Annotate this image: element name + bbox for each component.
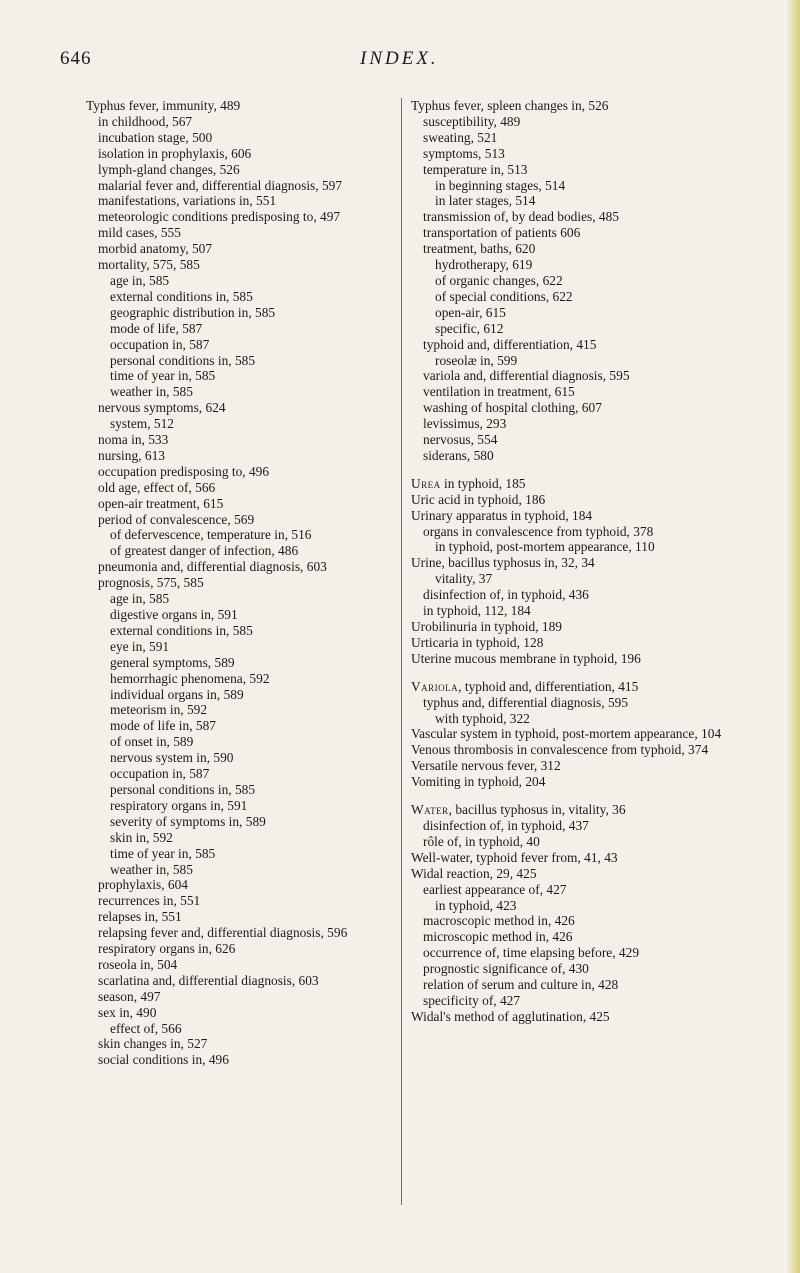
index-entry: disinfection of, in typhoid, 436 [423,587,589,603]
index-entry: Widal reaction, 29, 425 [411,865,537,881]
index-entry: specific, 612 [435,320,504,336]
index-entry: in typhoid, 112, 184 [423,603,531,619]
section-gap [411,464,739,476]
index-entry: specificity of, 427 [423,992,521,1008]
index-entry: season, 497 [98,988,161,1004]
page-number: 646 [60,48,92,69]
index-entry: of onset in, 589 [110,734,194,750]
index-entry: respiratory organs in, 591 [110,797,248,813]
index-entry: scarlatina and, differential diagnosis, 603 [98,972,319,988]
index-entry: open-air treatment, 615 [98,495,224,511]
index-entry: siderans, 580 [423,447,494,463]
index-entry: open-air, 615 [435,304,506,320]
index-entry: personal conditions in, 585 [110,781,256,797]
index-entry: of greatest danger of infection, 486 [110,543,299,559]
index-entry: occurrence of, time elapsing before, 429 [423,945,640,961]
index-entry: noma in, 533 [98,432,169,448]
index-column-right [411,98,739,1025]
index-entry: Uterine mucous membrane in typhoid, 196 [411,650,641,666]
index-entry: in beginning stages, 514 [435,177,566,193]
index-entry: geographic distribution in, 585 [110,304,276,320]
index-entry-text: , bacillus typhosus in, vitality, 36 [448,802,626,818]
index-entry: occupation in, 587 [110,336,210,352]
index-entry: variola and, differential diagnosis, 595 [423,368,630,384]
index-entry: time of year in, 585 [110,368,216,384]
index-entry: incubation stage, 500 [98,129,213,145]
index-entry [411,802,739,818]
index-entry: mortality, 575, 585 [98,257,200,273]
index-entry: general symptoms, 589 [110,654,235,670]
index-entry: personal conditions in, 585 [110,352,256,368]
index-entry: mode of life, 587 [110,320,203,336]
index-entry: earliest appearance of, 427 [423,881,567,897]
index-entry: treatment, baths, 620 [423,241,536,257]
index-entry: sex in, 490 [98,1004,157,1020]
index-entry: recurrences in, 551 [98,893,201,909]
index-entry: meteorologic conditions predisposing to, 497 [98,209,341,225]
section-head-word: Water [411,802,449,818]
index-entry-text: in typhoid, 185 [440,475,526,491]
index-entry: respiratory organs in, 626 [98,941,236,957]
index-entry: Well-water, typhoid fever from, 41, 43 [411,849,618,865]
index-entry: organs in convalescence from typhoid, 378 [423,523,654,539]
index-entry: typhoid and, differentiation, 415 [423,336,597,352]
index-entry: Urobilinuria in typhoid, 189 [411,619,563,634]
index-entry: rôle of, in typhoid, 40 [423,833,540,849]
index-entry: levissimus, 293 [423,416,507,432]
index-entry: Vascular system in typhoid, post-mortem appearance, 104 [411,726,722,742]
index-entry: roseolæ in, 599 [435,352,518,368]
index-entry: of organic changes, 622 [435,272,563,288]
index-entry: sweating, 521 [423,129,498,145]
index-entry: in typhoid, 423 [435,897,517,913]
index-entry: nervosus, 554 [423,432,498,448]
index-entry: relapsing fever and, differential diagnosis, 596 [98,925,348,941]
index-entry: external conditions in, 585 [110,288,253,304]
index-entry: Venous thrombosis in convalescence from typhoid, 374 [411,742,709,758]
index-entry: skin in, 592 [110,829,173,845]
index-entry: roseola in, 504 [98,956,178,972]
index-entry: age in, 585 [110,591,170,607]
index-entry: severity of symptoms in, 589 [110,813,266,829]
index-entry: symptoms, 513 [423,145,505,161]
index-entry: of defervescence, temperature in, 516 [110,527,312,543]
index-entry: meteorism in, 592 [110,702,208,718]
index-entry: individual organs in, 589 [110,686,244,702]
index-entry: Vomiting in typhoid, 204 [411,774,546,790]
index-entry: Widal's method of agglutination, 425 [411,1008,610,1024]
index-entry: Urinary apparatus in typhoid, 184 [411,507,593,523]
index-entry: Urticaria in typhoid, 128 [411,634,544,650]
index-entry: external conditions in, 585 [110,622,253,638]
index-entry: relapses in, 551 [98,909,182,925]
index-entry: in childhood, 567 [98,113,193,129]
index-entry: macroscopic method in, 426 [423,913,575,929]
index-entry: isolation in prophylaxis, 606 [98,145,252,161]
index-entry: Urine, bacillus typhosus in, 32, 34 [411,555,595,571]
index-entry: temperature in, 513 [423,161,528,177]
index-entry: prognostic significance of, 430 [423,961,589,977]
index-entry: Typhus fever, immunity, 489 [86,98,241,113]
running-head: INDEX. [360,48,439,69]
index-entry: digestive organs in, 591 [110,607,238,622]
index-entry: mild cases, 555 [98,225,181,241]
index-entry: time of year in, 585 [110,845,216,861]
index-entry: of special conditions, 622 [435,288,573,304]
index-entry: lymph-gland changes, 526 [98,161,240,177]
index-column-left [86,98,392,1068]
index-entry: transmission of, by dead bodies, 485 [423,209,620,225]
index-entry: relation of serum and culture in, 428 [423,977,619,993]
index-entry: in typhoid, post-mortem appearance, 110 [435,539,655,555]
index-entry: social conditions in, 496 [98,1052,229,1068]
index-entry: weather in, 585 [110,384,193,400]
index-entry: prognosis, 575, 585 [98,575,204,591]
index-entry: period of convalescence, 569 [98,511,255,527]
index-entry: vitality, 37 [435,571,493,587]
index-entry [411,476,739,492]
index-entry: typhus and, differential diagnosis, 595 [423,694,629,710]
index-entry: old age, effect of, 566 [98,479,216,495]
section-head-word: Urea [411,475,441,491]
section-head-word: Variola [411,678,459,694]
section-gap [411,790,739,802]
index-entry: age in, 585 [110,272,170,288]
index-entry: manifestations, variations in, 551 [98,193,277,209]
index-entry: Versatile nervous fever, 312 [411,758,561,774]
index-entry-text: , typhoid and, differentiation, 415 [458,678,639,694]
index-entry: disinfection of, in typhoid, 437 [423,817,589,833]
index-entry: prophylaxis, 604 [98,877,189,893]
index-entry: pneumonia and, differential diagnosis, 603 [98,559,327,575]
index-entry: hydrotherapy, 619 [435,257,533,273]
index-entry: ventilation in treatment, 615 [423,384,575,400]
page-header [0,48,800,76]
section-gap [411,667,739,679]
index-entry: Typhus fever, spleen changes in, 526 [411,98,609,113]
index-entry: with typhoid, 322 [435,710,530,726]
index-entry [411,679,739,695]
column-divider [401,98,402,1205]
index-entry: occupation predisposing to, 496 [98,463,270,479]
index-entry: washing of hospital clothing, 607 [423,400,602,416]
index-entry: mode of life in, 587 [110,718,216,734]
index-entry: microscopic method in, 426 [423,929,573,945]
page-edge [786,0,800,1273]
index-entry: in later stages, 514 [435,193,536,209]
index-entry: system, 512 [110,416,174,432]
index-entry: hemorrhagic phenomena, 592 [110,670,270,686]
index-entry: nervous system in, 590 [110,750,234,766]
index-entry: malarial fever and, differential diagnosis, 597 [98,177,343,193]
index-entry: nursing, 613 [98,447,165,463]
index-entry: eye in, 591 [110,638,170,654]
index-entry: skin changes in, 527 [98,1036,208,1052]
index-entry: effect of, 566 [110,1020,182,1036]
index-entry: weather in, 585 [110,861,193,877]
index-entry: susceptibility, 489 [423,113,521,129]
index-entry: morbid anatomy, 507 [98,241,213,257]
index-entry: transportation of patients 606 [423,225,581,241]
index-entry: occupation in, 587 [110,766,210,782]
index-entry: nervous symptoms, 624 [98,400,226,416]
index-entry: Uric acid in typhoid, 186 [411,491,546,507]
